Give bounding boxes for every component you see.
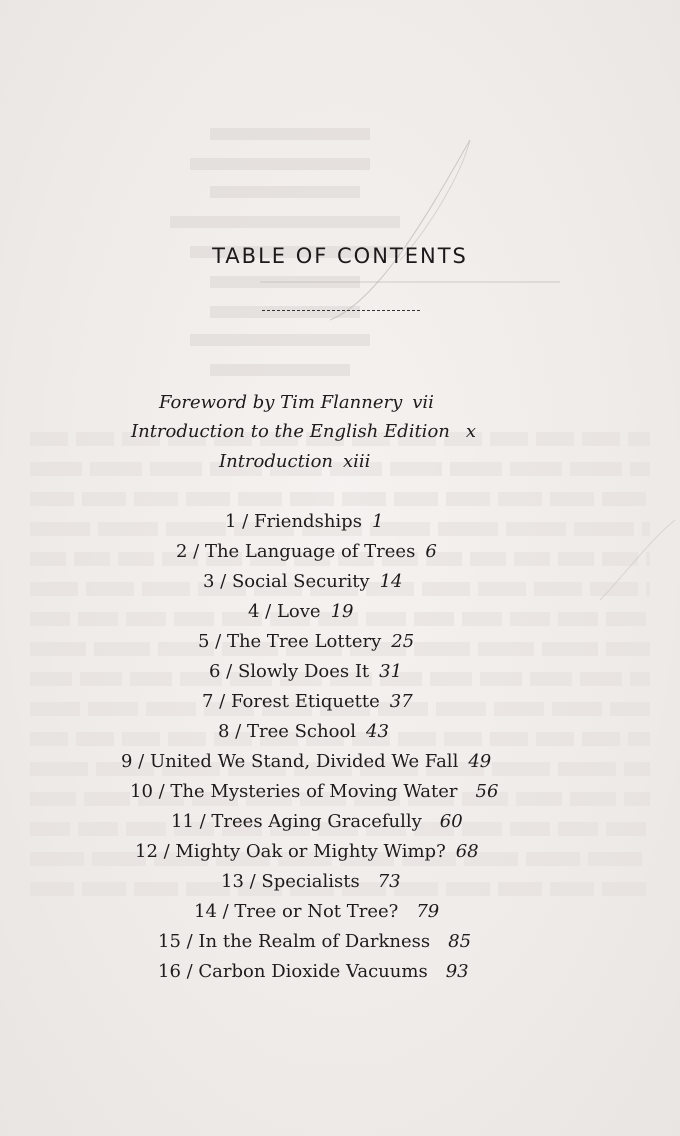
- heading-divider: [262, 310, 420, 311]
- entry-page: 79: [416, 901, 440, 922]
- entry-title: 3 / Social Security: [203, 571, 370, 592]
- chapter-entry: [158, 961, 469, 982]
- entry-page: 19: [330, 601, 354, 622]
- entry-page: 31: [379, 661, 403, 682]
- chapter-entry: [198, 631, 414, 652]
- chapter-entry: [202, 691, 413, 712]
- chapter-entry: [158, 931, 471, 952]
- entry-page: vii: [412, 392, 434, 413]
- chapter-entry: [221, 871, 401, 892]
- chapter-entry: [248, 601, 353, 622]
- chapter-entry: [218, 721, 389, 742]
- front-matter-english-intro: [131, 421, 476, 442]
- entry-page: 60: [439, 811, 463, 832]
- entry-title: 7 / Forest Etiquette: [202, 691, 380, 712]
- entry-page: xiii: [343, 451, 371, 472]
- chapter-entry: [171, 811, 463, 832]
- entry-page: 68: [455, 841, 479, 862]
- entry-title: 6 / Slowly Does It: [209, 661, 370, 682]
- entry-page: 85: [448, 931, 472, 952]
- entry-title: 16 / Carbon Dioxide Vacuums: [158, 961, 428, 982]
- entry-page: 43: [366, 721, 389, 742]
- entry-title: 13 / Specialists: [221, 871, 360, 892]
- entry-title: Foreword by Tim Flannery: [159, 392, 403, 413]
- entry-title: 5 / The Tree Lottery: [198, 631, 382, 652]
- entry-title: 8 / Tree School: [218, 721, 357, 742]
- chapter-entry: [203, 571, 403, 592]
- entry-page: 73: [377, 871, 401, 892]
- entry-page: x: [465, 421, 477, 442]
- entry-page: 14: [379, 571, 403, 592]
- front-matter-foreword: [159, 392, 434, 413]
- entry-title: 10 / The Mysteries of Moving Water: [130, 781, 458, 802]
- entry-title: Introduction to the English Edition: [131, 421, 450, 442]
- entry-page: 93: [445, 961, 469, 982]
- entry-title: 12 / Mighty Oak or Mighty Wimp?: [135, 841, 446, 862]
- entry-title: 1 / Friendships: [225, 511, 362, 532]
- entry-title: 2 / The Language of Trees: [176, 541, 416, 562]
- entry-page: 37: [389, 691, 413, 712]
- front-matter-introduction: [219, 451, 370, 472]
- chapter-entry: [209, 661, 402, 682]
- entry-title: 4 / Love: [248, 601, 321, 622]
- entry-title: 14 / Tree or Not Tree?: [194, 901, 399, 922]
- chapter-entry: [135, 841, 479, 862]
- entry-page: 49: [468, 751, 492, 772]
- entry-page: 56: [475, 781, 499, 802]
- entry-page: 6: [425, 541, 437, 562]
- entry-page: 25: [391, 631, 415, 652]
- chapter-entry: [194, 901, 439, 922]
- entry-title: 11 / Trees Aging Gracefully: [171, 811, 422, 832]
- chapter-entry: [176, 541, 437, 562]
- entry-title: Introduction: [219, 451, 333, 472]
- chapter-entry: [121, 751, 491, 772]
- chapter-entry: [130, 781, 498, 802]
- entry-title: 9 / United We Stand, Divided We Fall: [121, 751, 459, 772]
- toc-heading: TABLE OF CONTENTS: [212, 244, 468, 268]
- entry-title: 15 / In the Realm of Darkness: [158, 931, 431, 952]
- entry-page: 1: [371, 511, 384, 532]
- chapter-entry: [225, 511, 383, 532]
